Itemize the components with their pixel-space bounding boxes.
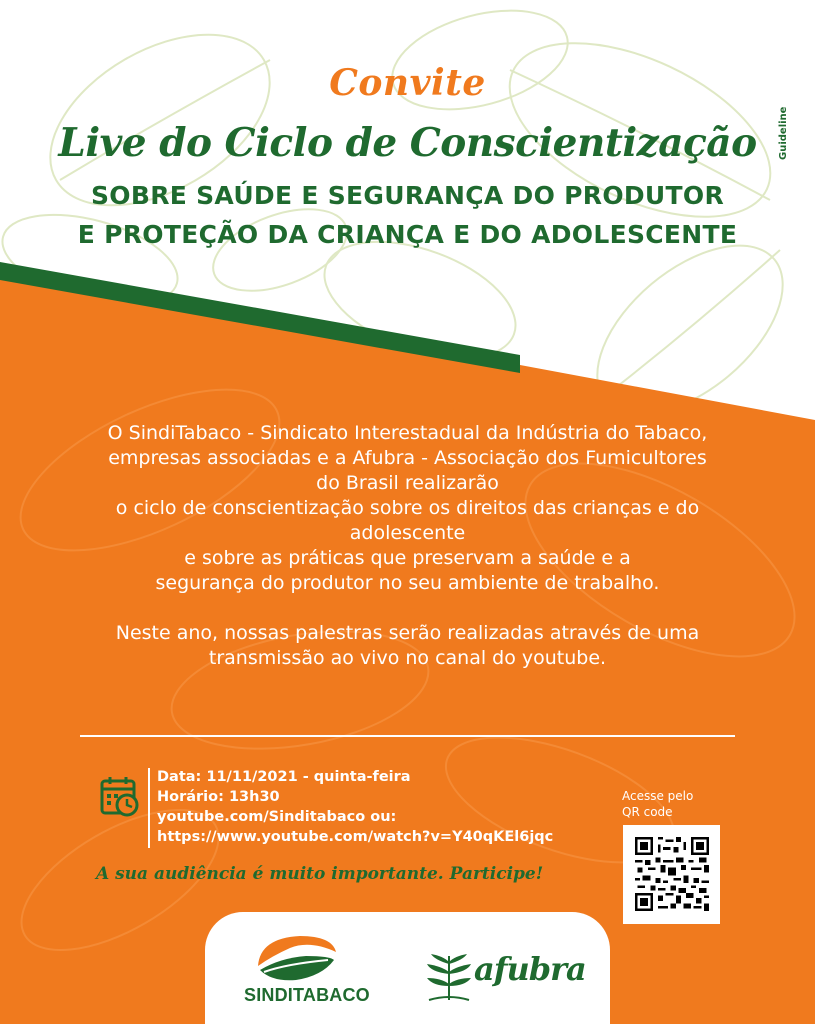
sinditabaco-wordmark: SINDITABACO xyxy=(244,985,370,1005)
event-date: Data: 11/11/2021 - quinta-feira xyxy=(157,769,411,785)
intro-line: segurança do produtor no seu ambiente de trabalho. xyxy=(155,572,660,594)
calendar-clock-icon xyxy=(100,775,140,817)
tobacco-plant-icon xyxy=(425,950,473,1002)
event-details xyxy=(157,767,553,847)
live-title: Live do Ciclo de Conscientização xyxy=(58,120,757,166)
event-time: Horário: 13h30 xyxy=(157,789,280,805)
qr-code-icon xyxy=(635,837,709,911)
intro-line: do Brasil realizarão xyxy=(316,472,499,494)
details-separator xyxy=(148,768,150,848)
event-url[interactable]: https://www.youtube.com/watch?v=Y40qKEl6jqc xyxy=(157,829,554,845)
intro-line: transmissão ao vivo no canal do youtube. xyxy=(208,647,607,669)
qr-label xyxy=(622,788,693,820)
participate-cta: A sua audiência é muito importante. Participe! xyxy=(96,864,544,884)
intro-line: e sobre as práticas que preservam a saúde e a xyxy=(184,547,631,569)
intro-line: empresas associadas e a Afubra - Associação dos Fumicultores xyxy=(108,447,707,469)
qr-label-line-1: Acesse pelo xyxy=(622,789,694,803)
qr-code[interactable] xyxy=(623,825,720,924)
event-channel[interactable]: youtube.com/Sinditabaco ou: xyxy=(157,809,397,825)
side-label: Guideline xyxy=(778,106,789,160)
intro-line: Neste ano, nossas palestras serão realizadas através de uma xyxy=(115,622,700,644)
afubra-wordmark: afubra xyxy=(474,950,586,988)
intro-line: o ciclo de conscientização sobre os direitos das crianças e do xyxy=(115,497,700,519)
sinditabaco-logo-icon xyxy=(250,930,340,988)
qr-label-line-2: QR code xyxy=(622,805,673,819)
intro-text xyxy=(60,421,755,671)
divider xyxy=(80,735,735,737)
intro-line: O SindiTabaco - Sindicato Interestadual da Indústria do Tabaco, xyxy=(107,422,708,444)
intro-line: adolescente xyxy=(349,522,466,544)
paragraph-gap xyxy=(60,596,755,621)
convite-heading: Convite xyxy=(329,62,486,104)
subtitle-line-1: SOBRE SAÚDE E SEGURANÇA DO PRODUTOR xyxy=(90,181,724,210)
subtitle-line-2: E PROTEÇÃO DA CRIANÇA E DO ADOLESCENTE xyxy=(77,220,738,249)
